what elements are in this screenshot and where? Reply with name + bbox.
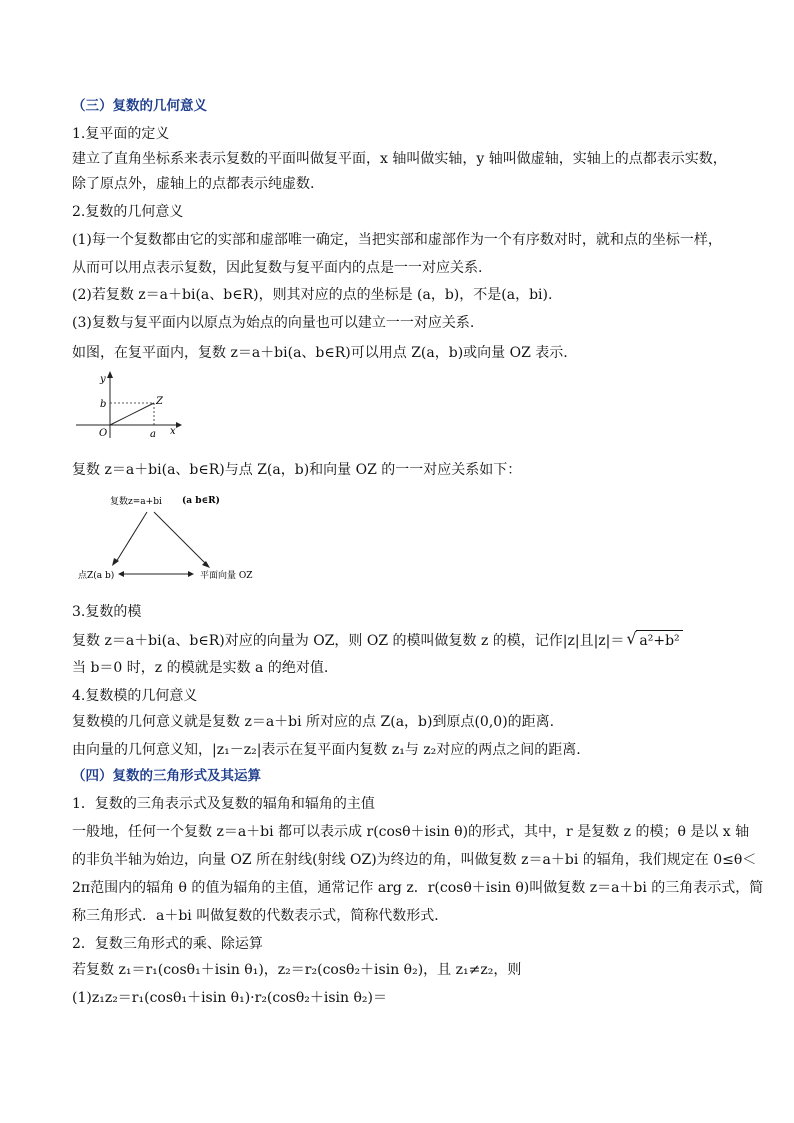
condition-label: (a b∈R) xyxy=(182,496,220,506)
paragraph-line: 的非负半轴为始边，向量 OZ 所在射线(射线 OZ)为终边的角，叫做复数 z＝a＋bi 的辐角，我们规定在 0≤θ＜ xyxy=(72,852,757,868)
heading-modulus: 3.复数的模 xyxy=(72,604,142,620)
paragraph-line: 如图，在复平面内，复数 z＝a＋bi(a、b∈R)可以用点 Z(a，b)或向量 OZ 表示. xyxy=(72,345,568,361)
section-4-title: （四）复数的三角形式及其运算 xyxy=(72,768,261,784)
paragraph-line: 从而可以用点表示复数，因此复数与复平面内的点是一一对应关系. xyxy=(72,260,483,276)
y-axis-label: y xyxy=(100,374,106,385)
point-node: 点Z(a b) xyxy=(78,571,115,581)
paragraph-line: (1)z₁z₂＝r₁(cosθ₁＋isin θ₁)·r₂(cosθ₂＋isin θ₂)＝ xyxy=(72,990,387,1006)
paragraph-line: 2π范围内的辐角 θ 的值为辐角的主值，通常记作 arg z．r(cosθ＋isin θ)叫做复数 z＝a＋bi 的三角表示式，简 xyxy=(72,880,764,896)
complex-number-node: 复数z=a+bi xyxy=(110,497,162,507)
section-3-title: （三）复数的几何意义 xyxy=(72,98,207,114)
origin-label: O xyxy=(99,428,108,439)
paragraph-line: 建立了直角坐标系来表示复数的平面叫做复平面，x 轴叫做实轴，y 轴叫做虚轴，实轴上的点都表示实数， xyxy=(72,151,727,167)
heading-trig-operations: 2．复数三角形式的乘、除运算 xyxy=(72,936,263,952)
heading-modulus-geometric: 4.复数模的几何意义 xyxy=(72,688,198,704)
paragraph-line: (3)复数与复平面内以原点为始点的向量也可以建立一一对应关系. xyxy=(72,315,475,331)
paragraph-line xyxy=(72,630,683,651)
point-z-label: Z xyxy=(156,396,163,407)
paragraph-line: 除了原点外，虚轴上的点都表示纯虚数. xyxy=(72,176,315,192)
vector-node: 平面向量 OZ xyxy=(200,571,253,581)
modulus-definition-text: 复数 z＝a＋bi(a、b∈R)对应的向量为 OZ，则 OZ 的模叫做复数 z 的模，记作|z|且|z|＝ xyxy=(72,633,625,649)
paragraph-line: 当 b＝0 时，z 的模就是实数 a 的绝对值. xyxy=(72,660,329,676)
paragraph-line: 复数 z＝a＋bi(a、b∈R)与点 Z(a，b)和向量 OZ 的一一对应关系如下： xyxy=(72,462,522,478)
a-label: a xyxy=(150,429,156,440)
complex-plane-figure xyxy=(72,368,182,440)
paragraph-line: (2)若复数 z＝a＋bi(a、b∈R)，则其对应的点的坐标是 (a，b)，不是(a，bi). xyxy=(72,287,553,303)
b-label: b xyxy=(100,399,107,410)
heading-geometric-meaning: 2.复数的几何意义 xyxy=(72,204,184,220)
sqrt-radicand: a²+b² xyxy=(639,633,680,649)
sqrt-expression: √ a²+b² xyxy=(636,630,682,651)
correspondence-diagram xyxy=(72,488,272,588)
paragraph-line: 称三角形式．a＋bi 叫做复数的代数表示式，简称代数形式． xyxy=(72,908,449,924)
paragraph-line: 一般地，任何一个复数 z＝a＋bi 都可以表示成 r(cosθ＋isin θ)的形式，其中，r 是复数 z 的模；θ 是以 x 轴 xyxy=(72,824,750,840)
paragraph-line: (1)每一个复数都由它的实部和虚部唯一确定，当把实部和虚部作为一个有序数对时，就和点的坐标一样， xyxy=(72,232,722,248)
x-axis-label: x xyxy=(170,426,176,437)
paragraph-line: 复数模的几何意义就是复数 z＝a＋bi 所对应的点 Z(a，b)到原点(0,0)的距离. xyxy=(72,714,555,730)
paragraph-line: 若复数 z₁＝r₁(cosθ₁＋isin θ₁)，z₂＝r₂(cosθ₂＋isin θ₂)，且 z₁≠z₂，则 xyxy=(72,962,522,978)
heading-trig-form: 1．复数的三角表示式及复数的辐角和辐角的主值 xyxy=(72,796,375,812)
paragraph-line: 由向量的几何意义知，|z₁－z₂|表示在复平面内复数 z₁与 z₂对应的两点之间的距离. xyxy=(72,742,581,758)
heading-complex-plane-definition: 1.复平面的定义 xyxy=(72,126,170,142)
